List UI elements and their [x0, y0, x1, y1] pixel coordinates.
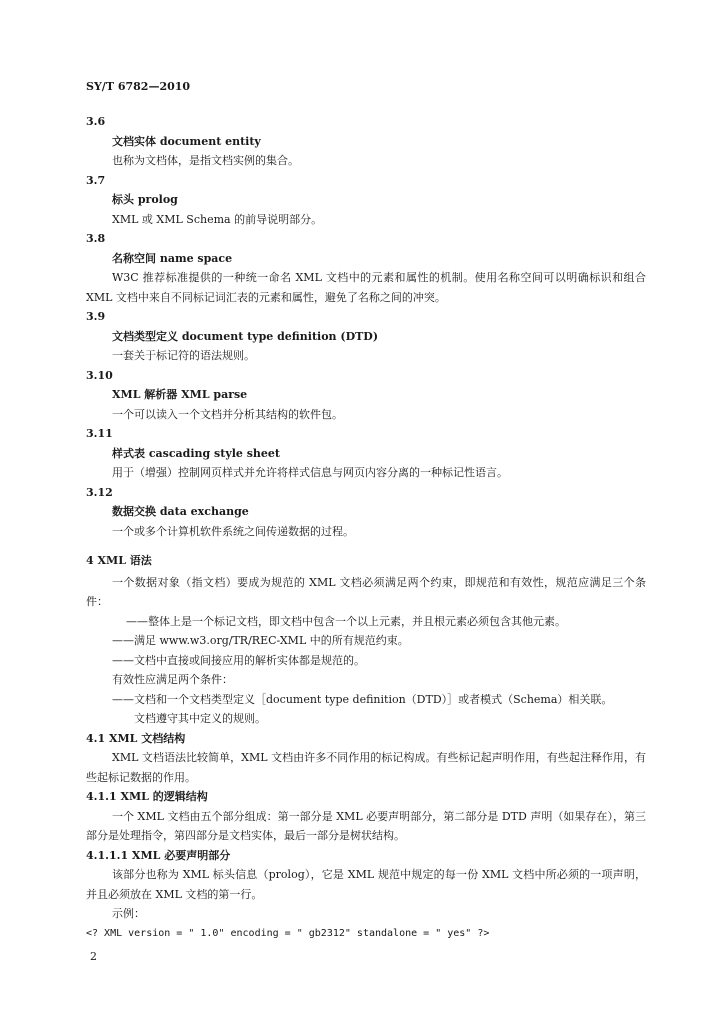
condition-item: ——整体上是一个标记文档，即文档中包含一个以上元素，并且根元素必须包含其他元素。 [126, 614, 566, 628]
term-title: 标头 prolog [112, 193, 178, 206]
section-heading-4-1-1: 4.1.1 XML 的逻辑结构 [86, 790, 208, 803]
section-4-1-1-text: 一个 XML 文档由五个部分组成：第一部分是 XML 必要声明部分，第二部分是 DTD 声明（如果存在），第三部分是处理指令，第四部分是文档实体，最后一部分是树状结构。 [86, 809, 646, 842]
section-heading-4: 4 XML 语法 [86, 554, 152, 567]
term-number: 3.6 [86, 115, 106, 128]
term-definition: XML 或 XML Schema 的前导说明部分。 [112, 212, 323, 226]
validity-intro: 有效性应满足两个条件： [112, 673, 233, 686]
term-entry [86, 483, 646, 542]
term-definition: 一个或多个计算机软件系统之间传递数据的过程。 [112, 524, 354, 538]
term-title: XML 解析器 XML parse [112, 388, 248, 401]
term-entry [86, 171, 646, 230]
term-definition: 也称为文档体，是指文档实例的集合。 [112, 154, 299, 167]
term-number: 3.10 [86, 368, 113, 382]
term-number: 3.11 [86, 427, 113, 440]
page-content [86, 112, 646, 943]
term-title: 文档实体 document entity [112, 134, 261, 148]
term-entry [86, 229, 646, 307]
validity-item-continued: 文档遵守其中定义的规则。 [134, 712, 266, 725]
term-entry [86, 112, 646, 171]
term-entry [86, 307, 646, 366]
term-definition: 用于（增强）控制网页样式并允许将样式信息与网页内容分离的一种标记性语言。 [112, 466, 508, 479]
term-title: 名称空间 name space [112, 251, 233, 265]
term-number: 3.12 [86, 485, 113, 499]
section-4-1-text: XML 文档语法比较简单，XML 文档由许多不同作用的标记构成。有些标记起声明作用，有些起注释作用，有些起标记数据的作用。 [86, 751, 646, 784]
section-4-intro: 一个数据对象（指文档）要成为规范的 XML 文档必须满足两个约束，即规范和有效性，规范应满足三个条件： [86, 575, 646, 608]
example-label: 示例： [112, 907, 145, 920]
term-title: 数据交换 data exchange [112, 505, 249, 518]
section-4-1-1-1-text: 该部分也称为 XML 标头信息（prolog），它是 XML 规范中规定的每一份 XML 文档中所必须的一项声明，并且必须放在 XML 文档的第一行。 [86, 868, 646, 901]
term-definition: 一套关于标记符的语法规则。 [112, 349, 255, 362]
term-definition: W3C 推荐标准提供的一种统一命名 XML 文档中的元素和属性的机制。使用名称空间可以明确标识和组合 XML 文档中来自不同标记词汇表的元素和属性，避免了名称之间的冲突。 [86, 271, 646, 304]
term-number: 3.8 [86, 232, 106, 245]
page-number: 2 [90, 950, 97, 963]
section-heading-4-1-1-1: 4.1.1.1 XML 必要声明部分 [86, 848, 231, 862]
section-heading-4-1: 4.1 XML 文档结构 [86, 731, 186, 745]
term-entry [86, 366, 646, 425]
condition-item: ——文档中直接或间接应用的解析实体都是规范的。 [112, 653, 365, 667]
term-title: 文档类型定义 document type definition (DTD) [112, 329, 379, 343]
example-code: <? XML version = " 1.0" encoding = " gb2312" standalone = " yes" ?> [86, 927, 490, 939]
condition-item: ——满足 www.w3.org/TR/REC-XML 中的所有规范约束。 [112, 634, 409, 647]
term-number: 3.9 [86, 310, 106, 323]
term-number: 3.7 [86, 173, 106, 187]
term-entry [86, 424, 646, 483]
term-title: 样式表 cascading style sheet [112, 446, 281, 460]
validity-item: ——文档和一个文档类型定义［document type definition（DTD）］或者模式（Schema）相关联。 [112, 692, 613, 706]
term-definition: 一个可以读入一个文档并分析其结构的软件包。 [112, 407, 343, 421]
document-id-header: SY/T 6782—2010 [86, 80, 191, 93]
